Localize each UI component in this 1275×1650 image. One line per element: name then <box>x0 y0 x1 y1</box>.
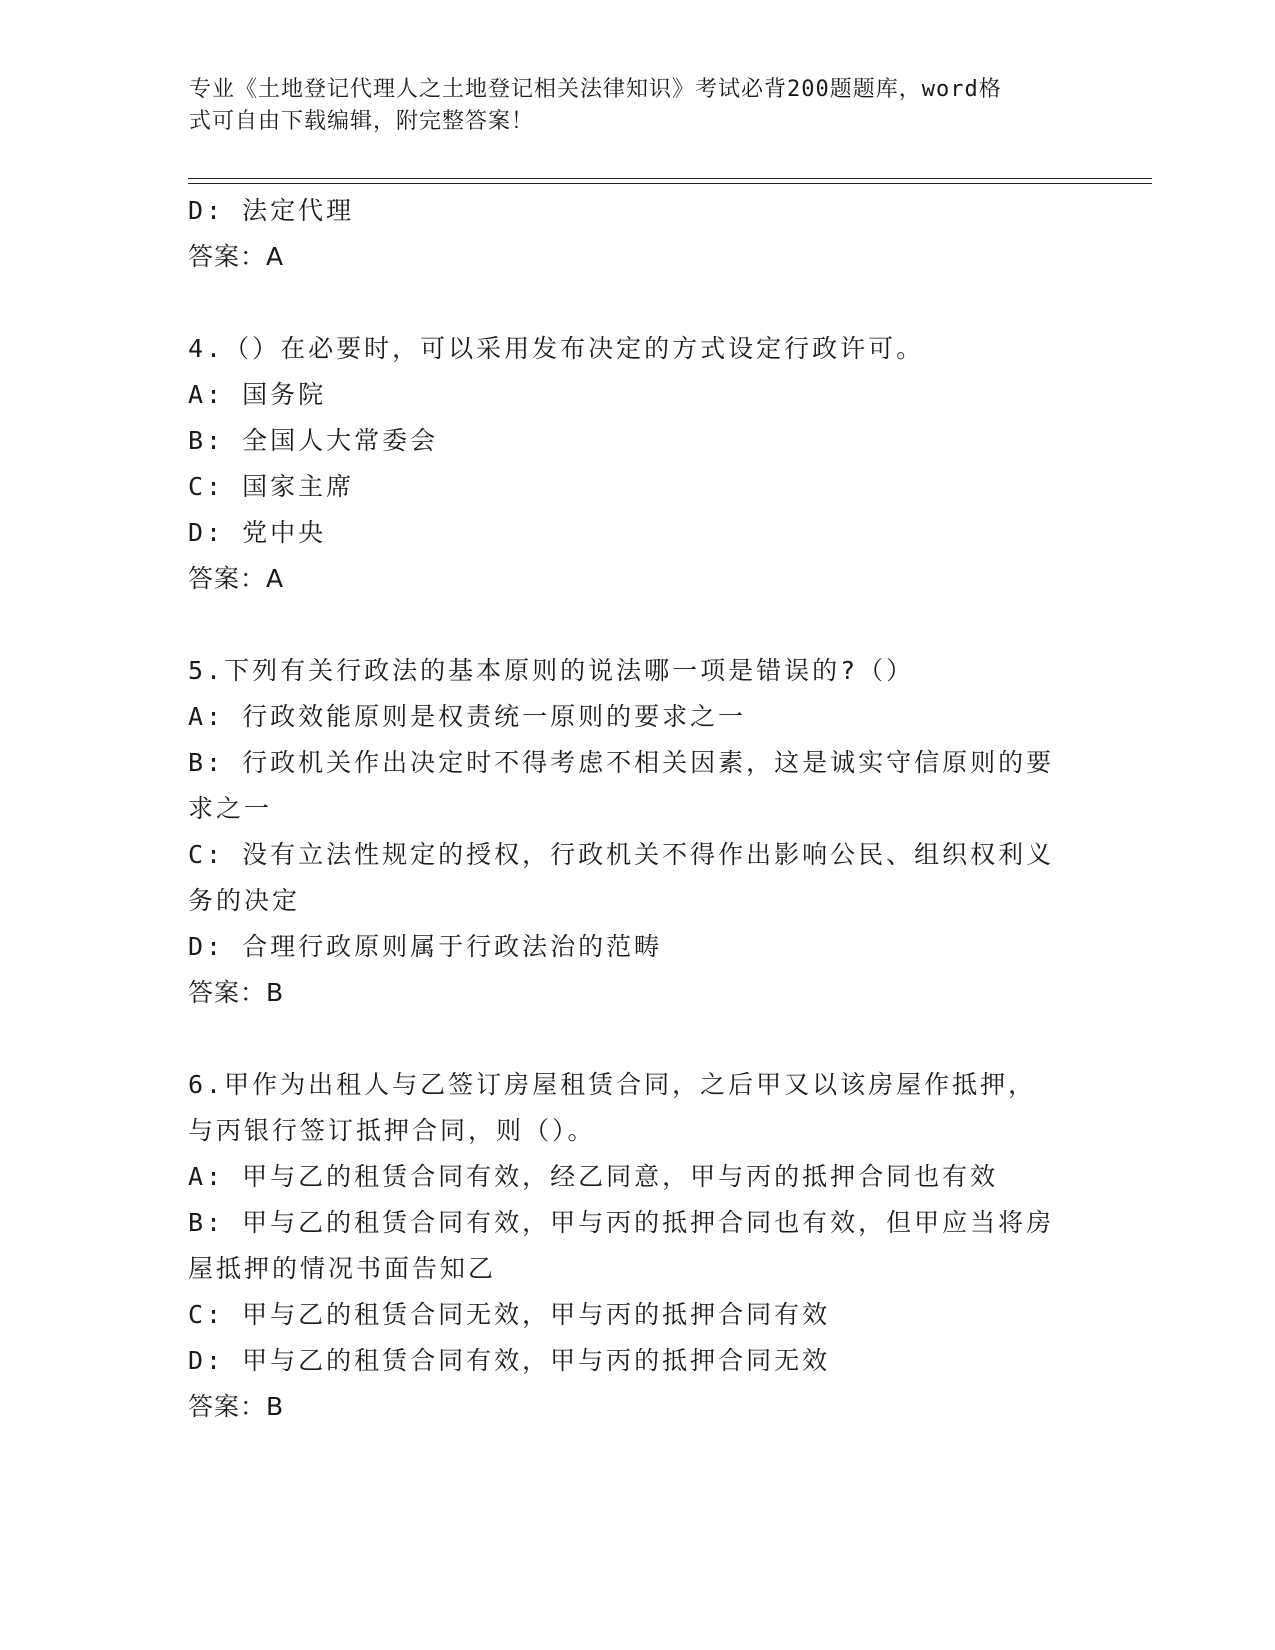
option-c: C: 甲与乙的租赁合同无效，甲与丙的抵押合同有效 <box>188 1300 831 1329</box>
option-b-line-2: 屋抵押的情况书面告知乙 <box>188 1254 497 1283</box>
header-line-1: 专业《土地登记代理人之土地登记相关法律知识》考试必背200题题库，word格 <box>189 77 1002 102</box>
option-d: D: 合理行政原则属于行政法治的范畴 <box>188 932 663 961</box>
question-6 <box>188 1062 1088 1430</box>
option-c-line-2: 务的决定 <box>188 886 301 915</box>
option-a: A: 甲与乙的租赁合同有效，经乙同意，甲与丙的抵押合同也有效 <box>188 1162 999 1191</box>
header-line-2: 式可自由下载编辑，附完整答案！ <box>189 109 535 134</box>
question-stem: 5.下列有关行政法的基本原则的说法哪一项是错误的?（） <box>188 656 915 685</box>
spacer <box>188 602 1088 648</box>
option-b-line-2: 求之一 <box>188 794 273 823</box>
answer-label: 答案：A <box>188 564 285 593</box>
option-b-line-1: B: 行政机关作出决定时不得考虑不相关因素，这是诚实守信原则的要 <box>188 748 1055 777</box>
option-d: D: 甲与乙的租赁合同有效，甲与丙的抵押合同无效 <box>188 1346 831 1375</box>
question-4 <box>188 326 1088 602</box>
question-stem-line-1: 6.甲作为出租人与乙签订房屋租赁合同，之后甲又以该房屋作抵押， <box>188 1070 1037 1099</box>
option-d: D: 党中央 <box>188 518 327 547</box>
option-b: B: 全国人大常委会 <box>188 426 439 455</box>
answer-label: 答案：B <box>188 978 285 1007</box>
answer-label: 答案：B <box>188 1392 285 1421</box>
question-stem: 4.（）在必要时，可以采用发布决定的方式设定行政许可。 <box>188 334 925 363</box>
question-stem-line-2: 与丙银行签订抵押合同，则（）。 <box>188 1116 596 1145</box>
header-divider-bottom <box>188 183 1152 184</box>
header-divider-top <box>188 178 1152 179</box>
option-c-line-1: C: 没有立法性规定的授权，行政机关不得作出影响公民、组织权利义 <box>188 840 1055 869</box>
option-d: D: 法定代理 <box>188 196 355 225</box>
answer-label: 答案：A <box>188 242 285 271</box>
option-c: C: 国家主席 <box>188 472 355 501</box>
spacer <box>188 1016 1088 1062</box>
spacer <box>188 280 1088 326</box>
option-a: A: 国务院 <box>188 380 327 409</box>
option-b-line-1: B: 甲与乙的租赁合同有效，甲与丙的抵押合同也有效，但甲应当将房 <box>188 1208 1055 1237</box>
option-a: A: 行政效能原则是权责统一原则的要求之一 <box>188 702 747 731</box>
question-3-tail <box>188 188 1088 280</box>
document-header <box>189 74 1069 138</box>
question-5 <box>188 648 1088 1016</box>
question-list <box>188 188 1088 1430</box>
